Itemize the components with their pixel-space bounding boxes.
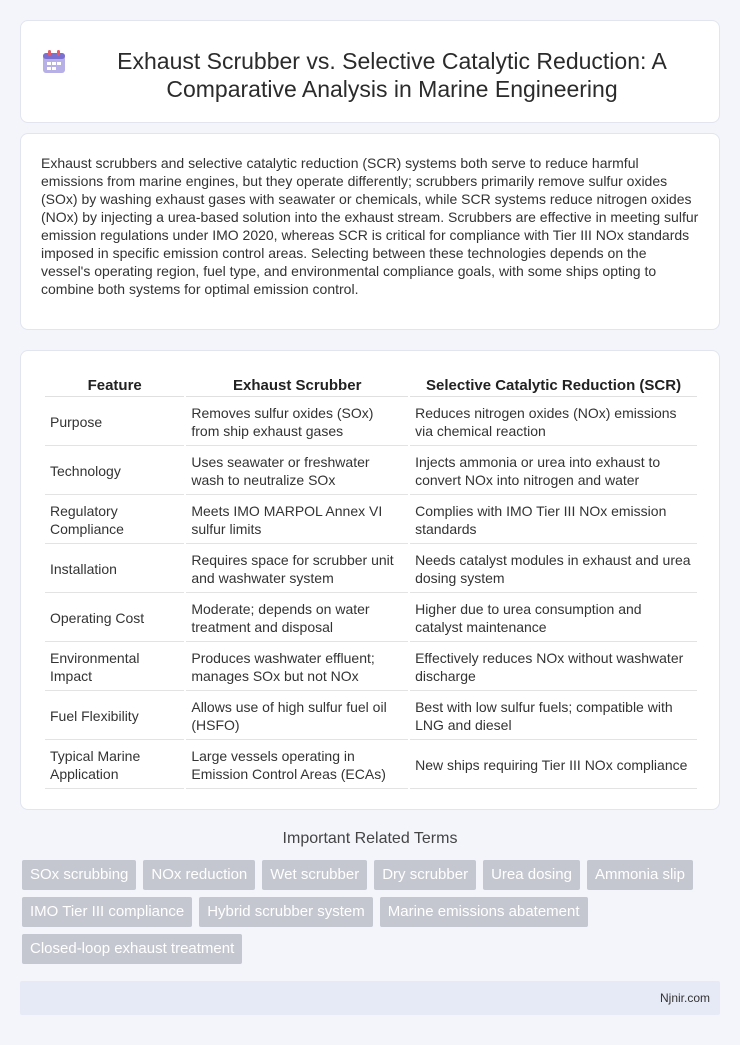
scrubber-cell: Meets IMO MARPOL Annex VI sulfur limits — [186, 497, 408, 544]
tag-nox-reduction[interactable]: NOx reduction — [143, 860, 255, 890]
table-row — [45, 595, 697, 642]
tag-wet-scrubber[interactable]: Wet scrubber — [262, 860, 367, 890]
scrubber-cell: Produces washwater effluent; manages SOx but not NOx — [186, 644, 408, 691]
scr-cell: Effectively reduces NOx without washwater discharge — [410, 644, 697, 691]
scrubber-cell: Requires space for scrubber unit and washwater system — [186, 546, 408, 593]
feature-cell: Purpose — [45, 399, 184, 446]
scr-cell: New ships requiring Tier III NOx compliance — [410, 742, 697, 789]
footer — [20, 981, 720, 1015]
tag-sox-scrubbing[interactable]: SOx scrubbing — [22, 860, 136, 890]
tag-hybrid-scrubber[interactable]: Hybrid scrubber system — [199, 897, 373, 927]
table-row — [45, 399, 697, 446]
scrubber-cell: Uses seawater or freshwater wash to neutralize SOx — [186, 448, 408, 495]
header-scr: Selective Catalytic Reduction (SCR) — [410, 373, 697, 397]
table-row — [45, 546, 697, 593]
related-terms-title: Important Related Terms — [282, 830, 458, 847]
tag-dry-scrubber[interactable]: Dry scrubber — [374, 860, 476, 890]
header-exhaust-scrubber: Exhaust Scrubber — [186, 373, 408, 397]
tag-marine-emissions[interactable]: Marine emissions abatement — [380, 897, 588, 927]
table-row — [45, 497, 697, 544]
footer-site-link[interactable]: Njnir.com — [659, 991, 710, 1005]
table-header-row — [45, 373, 697, 397]
scrubber-cell: Moderate; depends on water treatment and disposal — [186, 595, 408, 642]
header-feature: Feature — [45, 373, 184, 397]
scr-cell: Needs catalyst modules in exhaust and urea dosing system — [410, 546, 697, 593]
table-row — [45, 742, 697, 789]
feature-cell: Fuel Flexibility — [45, 693, 184, 740]
intro-paragraph: Exhaust scrubbers and selective catalytic reduction (SCR) systems both serve to reduce harmful emissions from marine engines, but they operate differently; scrubbers primarily remove sulfur oxides (SOx) by washing exhaust gases with seawater or chemicals, while SCR systems reduce nitrogen oxides (NOx) by injecting a urea-based solution into the exhaust stream. Scrubbers are effective in meeting sulfur emission regulations under IMO 2020, whereas SCR is critical for compliance with Tier III NOx standards imposed in specific emission control areas. Selecting between these technologies depends on the vessel's operating region, fuel type, and environmental compliance goals, with some ships opting to combine both systems for optimal emission control. — [41, 155, 699, 297]
scr-cell: Complies with IMO Tier III NOx emission standards — [410, 497, 697, 544]
tag-ammonia-slip[interactable]: Ammonia slip — [587, 860, 693, 890]
tag-list — [20, 860, 720, 971]
feature-cell: Installation — [45, 546, 184, 593]
tag-urea-dosing[interactable]: Urea dosing — [483, 860, 580, 890]
table-row — [45, 693, 697, 740]
table-row — [45, 448, 697, 495]
tag-imo-tier-iii[interactable]: IMO Tier III compliance — [22, 897, 192, 927]
feature-cell: Technology — [45, 448, 184, 495]
feature-cell: Operating Cost — [45, 595, 184, 642]
comparison-table — [43, 371, 699, 791]
title-card — [20, 20, 720, 123]
scrubber-cell: Removes sulfur oxides (SOx) from ship exhaust gases — [186, 399, 408, 446]
feature-cell: Typical Marine Application — [45, 742, 184, 789]
scr-cell: Higher due to urea consumption and catalyst maintenance — [410, 595, 697, 642]
feature-cell: Regulatory Compliance — [45, 497, 184, 544]
scrubber-cell: Allows use of high sulfur fuel oil (HSFO) — [186, 693, 408, 740]
scrubber-cell: Large vessels operating in Emission Control Areas (ECAs) — [186, 742, 408, 789]
related-terms — [20, 830, 720, 971]
intro-card — [20, 133, 720, 330]
comparison-card — [20, 350, 720, 810]
scr-cell: Injects ammonia or urea into exhaust to convert NOx into nitrogen and water — [410, 448, 697, 495]
scr-cell: Reduces nitrogen oxides (NOx) emissions via chemical reaction — [410, 399, 697, 446]
table-row — [45, 644, 697, 691]
page-title: Exhaust Scrubber vs. Selective Catalytic Reduction: A Comparative Analysis in Marine Engineering — [117, 48, 667, 102]
tag-closed-loop[interactable]: Closed-loop exhaust treatment — [22, 934, 242, 964]
scr-cell: Best with low sulfur fuels; compatible with LNG and diesel — [410, 693, 697, 740]
calendar-icon — [41, 49, 67, 75]
feature-cell: Environmental Impact — [45, 644, 184, 691]
